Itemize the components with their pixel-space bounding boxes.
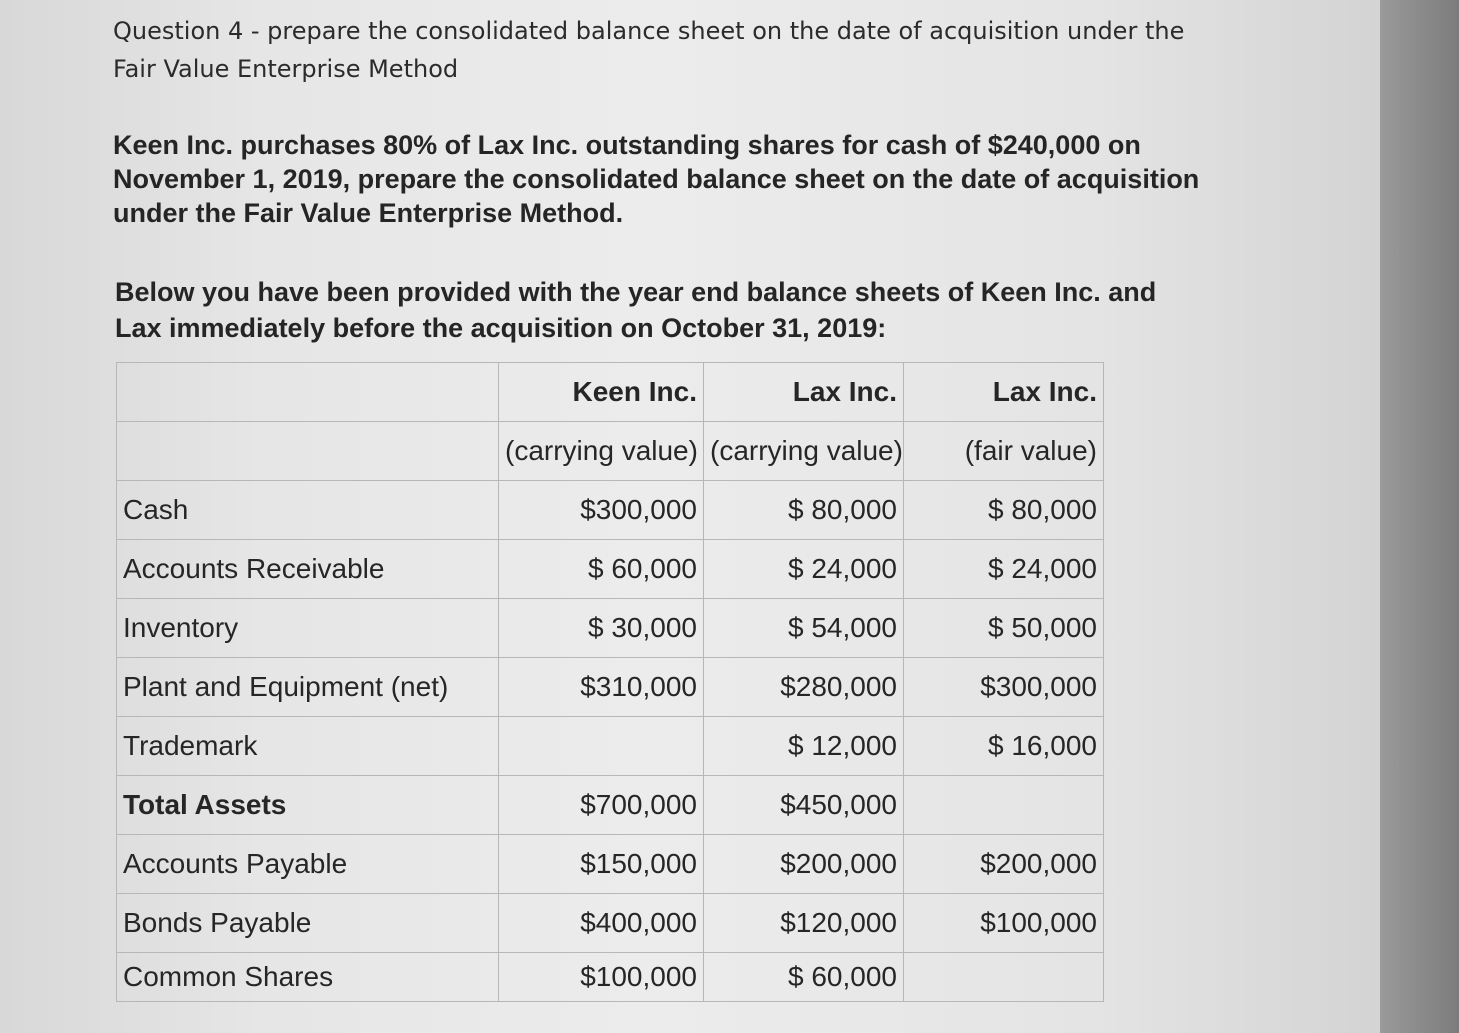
photo-edge-shadow bbox=[1380, 0, 1459, 1033]
lax-carrying-value: $120,000 bbox=[704, 894, 904, 953]
table-row bbox=[117, 717, 1104, 776]
header-keen: Keen Inc. bbox=[499, 363, 704, 422]
row-label: Plant and Equipment (net) bbox=[117, 658, 499, 717]
lax-fair-value: $ 50,000 bbox=[904, 599, 1104, 658]
subheader-keen: (carrying value) bbox=[499, 422, 704, 481]
lax-carrying-value: $ 54,000 bbox=[704, 599, 904, 658]
table-row bbox=[117, 658, 1104, 717]
lax-fair-value: $200,000 bbox=[904, 835, 1104, 894]
lax-fair-value bbox=[904, 953, 1104, 1002]
table-row bbox=[117, 894, 1104, 953]
keen-value bbox=[499, 717, 704, 776]
header-lax-carrying: Lax Inc. bbox=[704, 363, 904, 422]
subheader-lax-carrying: (carrying value) bbox=[704, 422, 904, 481]
keen-value: $ 60,000 bbox=[499, 540, 704, 599]
lax-fair-value: $300,000 bbox=[904, 658, 1104, 717]
lax-fair-value: $ 16,000 bbox=[904, 717, 1104, 776]
subheader-blank bbox=[117, 422, 499, 481]
table-header-row bbox=[117, 363, 1104, 422]
header-blank bbox=[117, 363, 499, 422]
keen-value: $400,000 bbox=[499, 894, 704, 953]
keen-value: $700,000 bbox=[499, 776, 704, 835]
keen-value: $300,000 bbox=[499, 481, 704, 540]
question-title: Question 4 - prepare the consolidated balance sheet on the date of acquisition under the Fair Value Enterprise Method bbox=[113, 17, 1185, 83]
row-label: Inventory bbox=[117, 599, 499, 658]
table-row bbox=[117, 953, 1104, 1002]
keen-value: $310,000 bbox=[499, 658, 704, 717]
row-label: Common Shares bbox=[117, 953, 499, 1002]
keen-value: $100,000 bbox=[499, 953, 704, 1002]
row-label: Total Assets bbox=[117, 776, 499, 835]
lax-carrying-value: $ 12,000 bbox=[704, 717, 904, 776]
subheader-lax-fair: (fair value) bbox=[904, 422, 1104, 481]
table-subheader-row bbox=[117, 422, 1104, 481]
table-row bbox=[117, 540, 1104, 599]
lax-fair-value: $ 24,000 bbox=[904, 540, 1104, 599]
keen-value: $ 30,000 bbox=[499, 599, 704, 658]
row-label: Accounts Payable bbox=[117, 835, 499, 894]
lax-carrying-value: $450,000 bbox=[704, 776, 904, 835]
row-label: Accounts Receivable bbox=[117, 540, 499, 599]
lax-carrying-value: $280,000 bbox=[704, 658, 904, 717]
row-label: Cash bbox=[117, 481, 499, 540]
lax-carrying-value: $ 24,000 bbox=[704, 540, 904, 599]
header-lax-fair: Lax Inc. bbox=[904, 363, 1104, 422]
lax-carrying-value: $200,000 bbox=[704, 835, 904, 894]
lax-fair-value: $ 80,000 bbox=[904, 481, 1104, 540]
row-label: Bonds Payable bbox=[117, 894, 499, 953]
lax-fair-value: $100,000 bbox=[904, 894, 1104, 953]
lax-carrying-value: $ 60,000 bbox=[704, 953, 904, 1002]
table-row bbox=[117, 481, 1104, 540]
table-row-total-assets bbox=[117, 776, 1104, 835]
balance-sheet-intro: Below you have been provided with the year end balance sheets of Keen Inc. and Lax immediately before the acquisition on October 31, 2019: bbox=[115, 277, 1157, 343]
table-row bbox=[117, 835, 1104, 894]
balance-sheet-table bbox=[116, 362, 1104, 1002]
lax-carrying-value: $ 80,000 bbox=[704, 481, 904, 540]
table-row bbox=[117, 599, 1104, 658]
keen-value: $150,000 bbox=[499, 835, 704, 894]
problem-intro: Keen Inc. purchases 80% of Lax Inc. outstanding shares for cash of $240,000 on November 1, 2019, prepare the consolidated balance sheet on the date of acquisition under the Fair Value Enterprise Method. bbox=[113, 130, 1200, 228]
lax-fair-value bbox=[904, 776, 1104, 835]
row-label: Trademark bbox=[117, 717, 499, 776]
